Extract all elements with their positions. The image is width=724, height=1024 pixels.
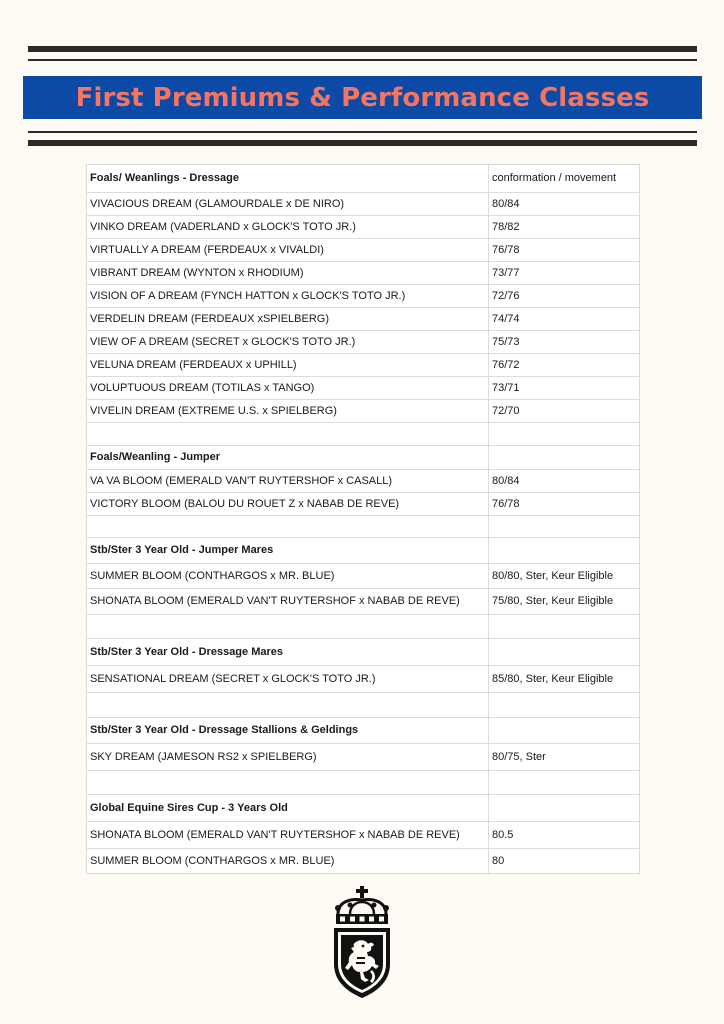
horse-name-cell: SUMMER BLOOM (CONTHARGOS x MR. BLUE): [87, 563, 489, 588]
score-cell: 75/80, Ster, Keur Eligible: [489, 588, 641, 614]
results-table-sheet: [86, 164, 640, 874]
horse-name-cell: SUMMER BLOOM (CONTHARGOS x MR. BLUE): [87, 848, 489, 873]
score-cell: 73/71: [489, 376, 641, 399]
table-row: [87, 399, 640, 422]
horse-name-cell: [87, 770, 489, 794]
score-cell: 80/75, Ster: [489, 743, 641, 770]
score-cell: 76/78: [489, 238, 641, 261]
section-header-row: [87, 794, 640, 821]
horse-name-cell: VICTORY BLOOM (BALOU DU ROUET Z x NABAB DE REVE): [87, 492, 489, 515]
top-rule-thin: [28, 59, 697, 61]
horse-name-cell: VIVELIN DREAM (EXTREME U.S. x SPIELBERG): [87, 399, 489, 422]
blank-row: [87, 873, 640, 874]
table-row: [87, 588, 640, 614]
page-title: First Premiums & Performance Classes: [75, 82, 650, 113]
score-cell: 76/72: [489, 353, 641, 376]
section-title: Foals/ Weanlings - Dressage: [87, 165, 489, 192]
horse-name-cell: SHONATA BLOOM (EMERALD VAN'T RUYTERSHOF x NABAB DE REVE): [87, 588, 489, 614]
blank-row: [87, 770, 640, 794]
column-header-score: [489, 794, 641, 821]
section-header-row: [87, 537, 640, 563]
score-cell: 85/80, Ster, Keur Eligible: [489, 665, 641, 692]
score-cell: [489, 873, 641, 874]
table-row: [87, 307, 640, 330]
section-header-row: [87, 638, 640, 665]
horse-name-cell: VERDELIN DREAM (FERDEAUX xSPIELBERG): [87, 307, 489, 330]
top-rule-thick: [28, 46, 697, 52]
score-cell: 72/76: [489, 284, 641, 307]
section-header-row: [87, 165, 640, 192]
score-cell: 80/84: [489, 192, 641, 215]
score-cell: 75/73: [489, 330, 641, 353]
horse-name-cell: SKY DREAM (JAMESON RS2 x SPIELBERG): [87, 743, 489, 770]
bottom-rule-thick: [28, 140, 697, 146]
table-row: [87, 215, 640, 238]
blank-row: [87, 614, 640, 638]
column-header-score: conformation / movement: [489, 165, 641, 192]
score-cell: [489, 770, 641, 794]
score-cell: [489, 422, 641, 445]
table-row: [87, 376, 640, 399]
score-cell: 80.5: [489, 821, 641, 848]
table-row: [87, 848, 640, 873]
section-title: Stb/Ster 3 Year Old - Dressage Stallions & Geldings: [87, 717, 489, 743]
score-cell: 78/82: [489, 215, 641, 238]
score-cell: 80: [489, 848, 641, 873]
title-banner: [23, 76, 702, 119]
section-title: Foals/Weanling - Jumper: [87, 445, 489, 469]
column-header-score: [489, 537, 641, 563]
bottom-rule-thin: [28, 131, 697, 133]
horse-name-cell: VIEW OF A DREAM (SECRET x GLOCK'S TOTO JR.): [87, 330, 489, 353]
table-row: [87, 284, 640, 307]
horse-name-cell: SHONATA BLOOM (EMERALD VAN'T RUYTERSHOF x NABAB DE REVE): [87, 821, 489, 848]
horse-name-cell: SENSATIONAL DREAM (SECRET x GLOCK'S TOTO JR.): [87, 665, 489, 692]
horse-name-cell: [87, 692, 489, 717]
table-row: [87, 353, 640, 376]
results-table-body: [87, 165, 640, 874]
table-row: [87, 238, 640, 261]
horse-name-cell: VINKO DREAM (VADERLAND x GLOCK'S TOTO JR.): [87, 215, 489, 238]
section-header-row: [87, 717, 640, 743]
horse-name-cell: VA VA BLOOM (EMERALD VAN'T RUYTERSHOF x CASALL): [87, 469, 489, 492]
horse-name-cell: VELUNA DREAM (FERDEAUX x UPHILL): [87, 353, 489, 376]
section-title: Stb/Ster 3 Year Old - Jumper Mares: [87, 537, 489, 563]
score-cell: 74/74: [489, 307, 641, 330]
score-cell: 76/78: [489, 492, 641, 515]
score-cell: [489, 692, 641, 717]
score-cell: 73/77: [489, 261, 641, 284]
horse-name-cell: VISION OF A DREAM (FYNCH HATTON x GLOCK'S TOTO JR.): [87, 284, 489, 307]
section-title: Stb/Ster 3 Year Old - Dressage Mares: [87, 638, 489, 665]
table-row: [87, 192, 640, 215]
column-header-score: [489, 445, 641, 469]
blank-row: [87, 515, 640, 537]
section-header-row: [87, 445, 640, 469]
score-cell: 80/80, Ster, Keur Eligible: [489, 563, 641, 588]
horse-name-cell: VOLUPTUOUS DREAM (TOTILAS x TANGO): [87, 376, 489, 399]
horse-name-cell: VIBRANT DREAM (WYNTON x RHODIUM): [87, 261, 489, 284]
horse-name-cell: [87, 873, 489, 874]
score-cell: [489, 614, 641, 638]
table-row: [87, 665, 640, 692]
score-cell: 72/70: [489, 399, 641, 422]
horse-name-cell: VIVACIOUS DREAM (GLAMOURDALE x DE NIRO): [87, 192, 489, 215]
table-row: [87, 563, 640, 588]
score-cell: [489, 515, 641, 537]
crest-logo: [330, 884, 394, 1000]
table-row: [87, 743, 640, 770]
blank-row: [87, 692, 640, 717]
table-row: [87, 469, 640, 492]
section-title: Global Equine Sires Cup - 3 Years Old: [87, 794, 489, 821]
column-header-score: [489, 638, 641, 665]
blank-row: [87, 422, 640, 445]
column-header-score: [489, 717, 641, 743]
table-row: [87, 821, 640, 848]
results-table: [87, 165, 640, 874]
score-cell: 80/84: [489, 469, 641, 492]
horse-name-cell: VIRTUALLY A DREAM (FERDEAUX x VIVALDI): [87, 238, 489, 261]
horse-name-cell: [87, 422, 489, 445]
table-row: [87, 492, 640, 515]
horse-name-cell: [87, 515, 489, 537]
crowned-lion-shield-crest-icon: [330, 884, 394, 1000]
horse-name-cell: [87, 614, 489, 638]
table-row: [87, 261, 640, 284]
table-row: [87, 330, 640, 353]
